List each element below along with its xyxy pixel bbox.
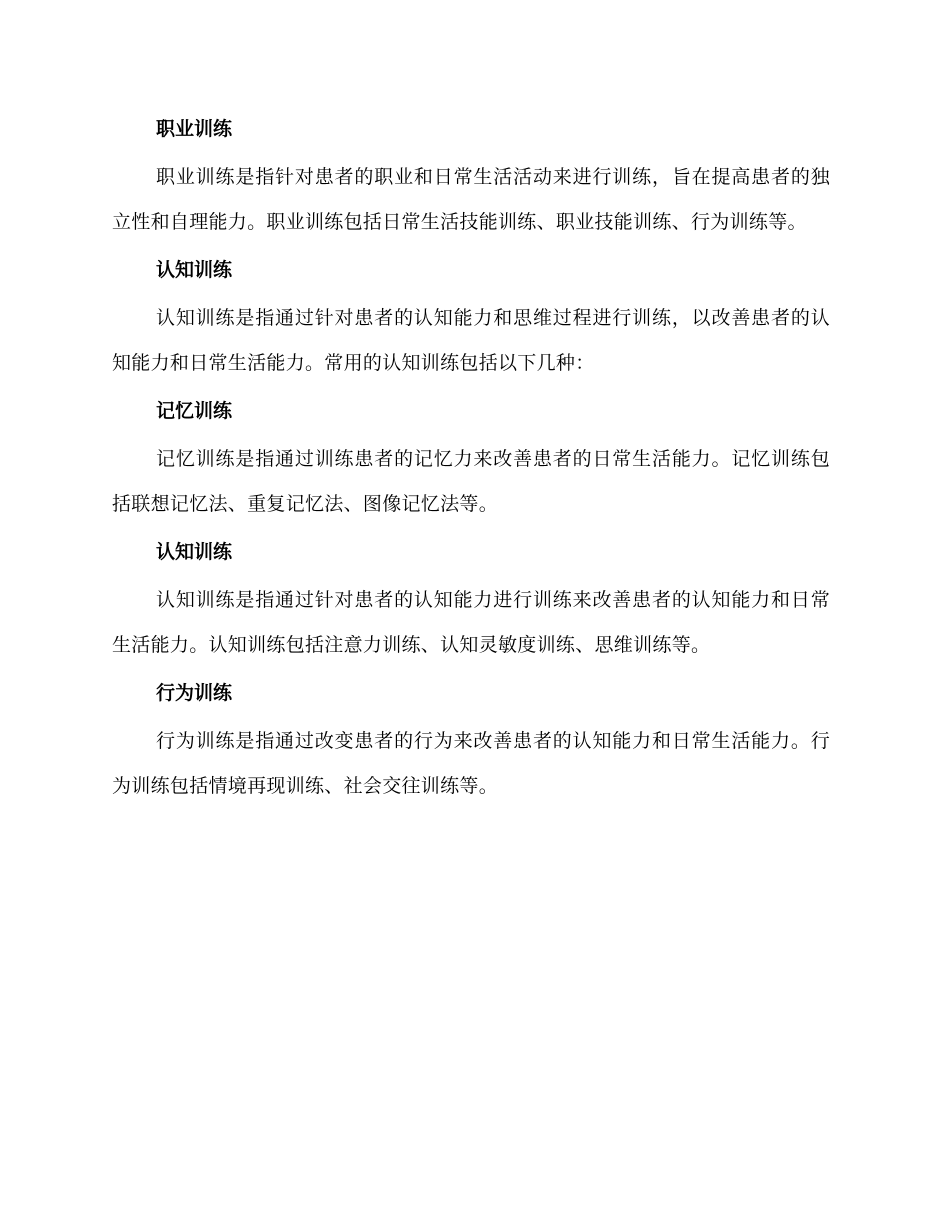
section-memory-training bbox=[112, 396, 830, 537]
section-heading: 职业训练 bbox=[156, 118, 233, 140]
section-behavioral-training bbox=[112, 678, 830, 809]
section-heading: 行为训练 bbox=[156, 682, 233, 704]
section-heading: 认知训练 bbox=[156, 259, 233, 281]
section-heading: 认知训练 bbox=[156, 541, 233, 563]
section-paragraph: 行为训练是指通过改变患者的行为来改善患者的认知能力和日常生活能力。行为训练包括情境再现训练、社会交往训练等。 bbox=[112, 730, 830, 797]
section-paragraph: 认知训练是指通过针对患者的认知能力进行训练来改善患者的认知能力和日常生活能力。认知训练包括注意力训练、认知灵敏度训练、思维训练等。 bbox=[112, 589, 830, 656]
section-paragraph: 记忆训练是指通过训练患者的记忆力来改善患者的日常生活能力。记忆训练包括联想记忆法、重复记忆法、图像记忆法等。 bbox=[112, 448, 830, 515]
section-cognitive-training bbox=[112, 255, 830, 396]
section-cognitive-training-2 bbox=[112, 537, 830, 678]
section-paragraph: 认知训练是指通过针对患者的认知能力和思维过程进行训练，以改善患者的认知能力和日常生活能力。常用的认知训练包括以下几种： bbox=[112, 307, 830, 374]
section-paragraph: 职业训练是指针对患者的职业和日常生活活动来进行训练，旨在提高患者的独立性和自理能力。职业训练包括日常生活技能训练、职业技能训练、行为训练等。 bbox=[112, 166, 830, 233]
section-heading: 记忆训练 bbox=[156, 400, 233, 422]
section-occupational-training bbox=[112, 114, 830, 255]
